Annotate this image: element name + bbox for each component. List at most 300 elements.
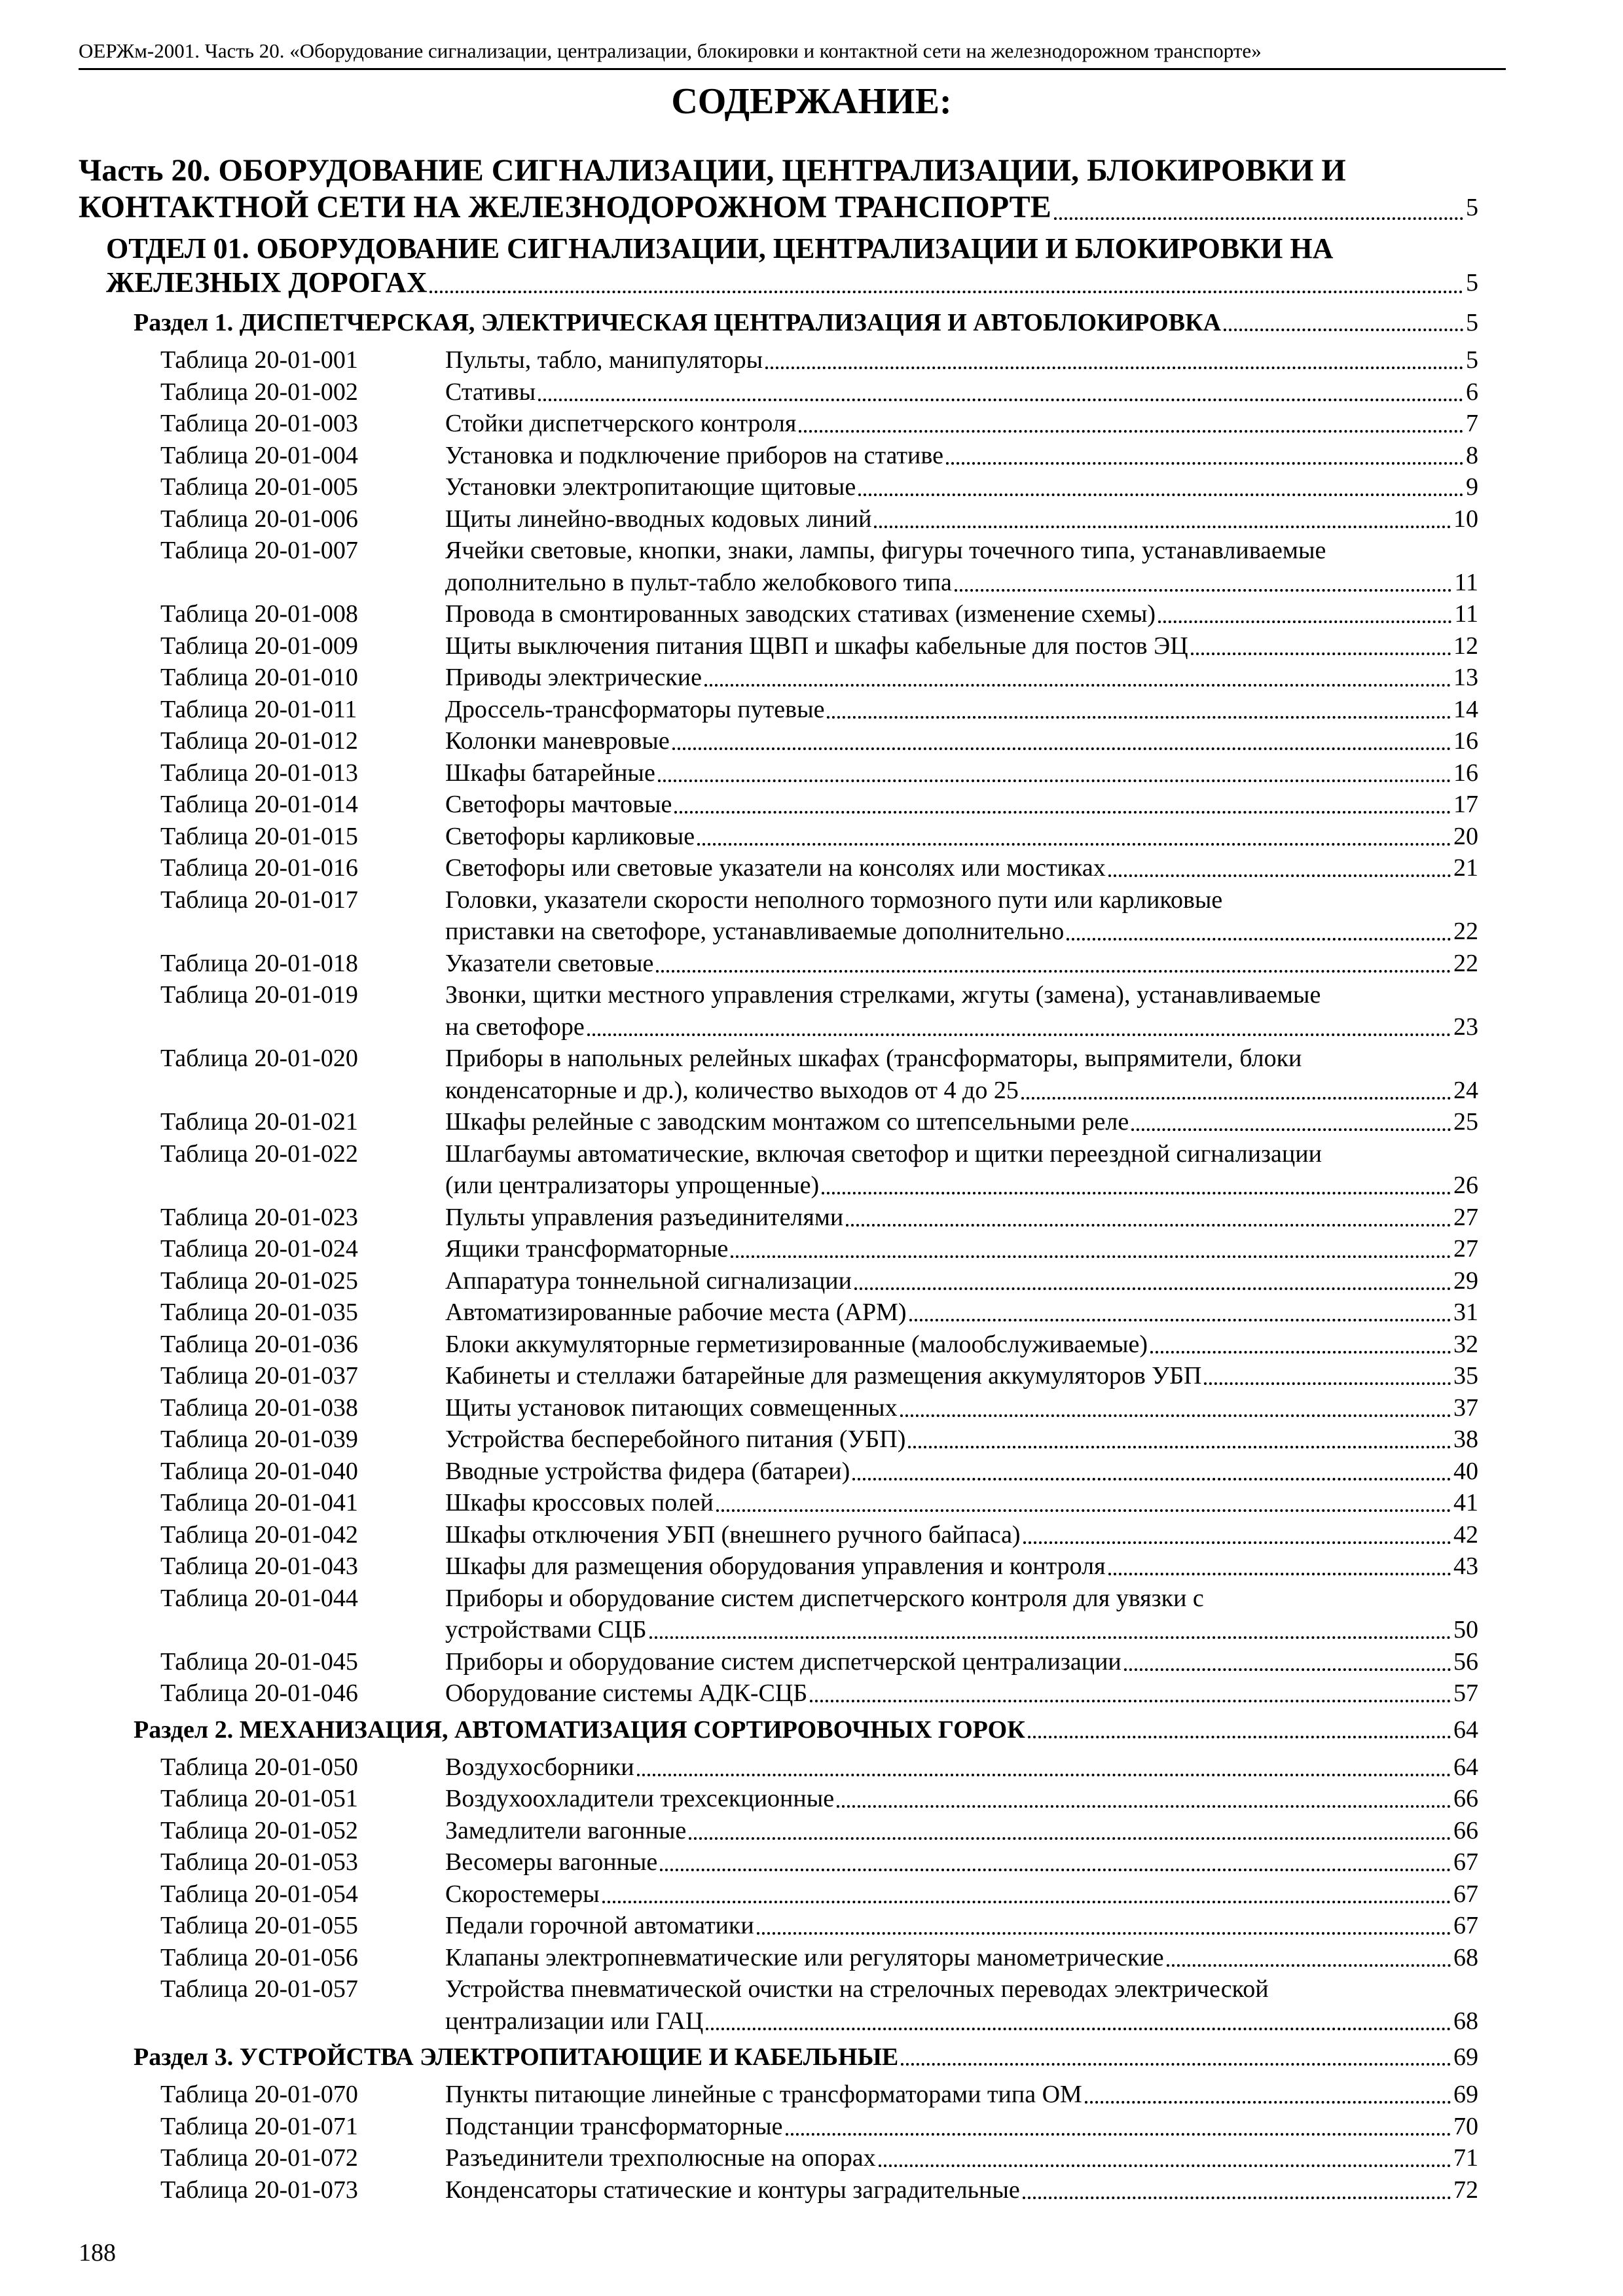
- toc-table-page: 35: [1453, 1362, 1478, 1390]
- toc-table-title-line: [445, 1677, 1478, 1709]
- dot-leader: [1167, 1964, 1451, 1967]
- toc-table-title: Ячейки световые, кнопки, знаки, лампы, фигуры точечного типа, устанавливаемые: [445, 537, 1326, 564]
- toc-part-title-line2: КОНТАКТНОЙ СЕТИ НА ЖЕЛЕЗНОДОРОЖНОМ ТРАНСПОРТЕ: [79, 190, 1051, 224]
- toc-table-number: Таблица 20-01-003: [160, 410, 358, 437]
- toc-table-number: Таблица 20-01-014: [160, 791, 358, 818]
- toc-table-entry[interactable]: [160, 630, 1478, 662]
- toc-table-entry[interactable]: [160, 1265, 1478, 1297]
- toc-table-title-line: [445, 757, 1478, 789]
- dot-leader: [689, 1837, 1451, 1840]
- toc-table-page: 31: [1453, 1299, 1478, 1326]
- toc-table-page: 68: [1453, 2007, 1478, 2035]
- toc-table-title-line: [445, 630, 1478, 662]
- toc-table-number: Таблица 20-01-070: [160, 2081, 358, 2108]
- toc-section-title: [134, 308, 1221, 338]
- toc-table-entry[interactable]: [160, 1138, 1478, 1202]
- toc-table-entry[interactable]: [160, 1043, 1478, 1106]
- toc-table-page: 64: [1453, 1753, 1478, 1781]
- toc-table-title: Установки электропитающие щитовые: [445, 473, 856, 501]
- dot-leader: [879, 2164, 1451, 2167]
- toc-table-entry[interactable]: [160, 662, 1478, 694]
- toc-table-title-line: [445, 1551, 1478, 1582]
- toc-table-number: Таблица 20-01-001: [160, 346, 358, 374]
- toc-table-page: 12: [1453, 632, 1478, 660]
- toc-table-page: 67: [1453, 1912, 1478, 1939]
- toc-table-title: Стативы: [445, 378, 536, 406]
- toc-table-title-line: [445, 1011, 1478, 1043]
- toc-table-title: Шкафы отключения УБП (внешнего ручного байпаса): [445, 1520, 1021, 1549]
- toc-table-page: 26: [1453, 1172, 1478, 1199]
- dot-leader: [874, 526, 1451, 528]
- toc-table-entry[interactable]: [160, 344, 1478, 376]
- toc-table-title: Щиты выключения питания ЩВП и шкафы кабельные для постов ЭЦ: [445, 632, 1188, 660]
- toc-table-title: Замедлители вагонные: [445, 1816, 687, 1844]
- toc-table-page: 71: [1453, 2144, 1478, 2172]
- dot-leader: [1191, 653, 1451, 655]
- toc-table-title: дополнительно в пульт-табло желобкового типа: [445, 568, 952, 596]
- toc-table-number: Таблица 20-01-013: [160, 759, 358, 787]
- toc-table-title-line: [445, 852, 1478, 884]
- toc-table-entry[interactable]: [160, 1646, 1478, 1678]
- toc-table-entry[interactable]: [160, 789, 1478, 821]
- toc-table-number: Таблица 20-01-017: [160, 886, 358, 914]
- dot-leader: [1085, 2101, 1451, 2104]
- toc-table-title-line: [445, 1973, 1478, 2005]
- toc-table-title: Конденсаторы статические и контуры заградительные: [445, 2176, 1020, 2204]
- toc-table-entry[interactable]: [160, 503, 1478, 535]
- toc-table-title-line: [445, 471, 1478, 503]
- toc-table-entry[interactable]: [160, 694, 1478, 726]
- toc-table-page: 41: [1453, 1489, 1478, 1516]
- toc-table-entry[interactable]: [160, 1677, 1478, 1710]
- toc-table-number: Таблица 20-01-007: [160, 537, 358, 564]
- page-number: 188: [79, 2239, 116, 2267]
- toc-department-page: 5: [1466, 269, 1478, 296]
- toc-table-number: Таблица 20-01-043: [160, 1552, 358, 1580]
- dot-leader: [538, 399, 1463, 401]
- toc-table-number: Таблица 20-01-054: [160, 1880, 358, 1908]
- toc-table-page: 5: [1466, 346, 1478, 374]
- toc-table-number: Таблица 20-01-002: [160, 378, 358, 406]
- toc-department-line1[interactable]: [106, 232, 1478, 266]
- toc-table-entry[interactable]: [160, 1456, 1478, 1488]
- toc-table-title-line: [445, 1487, 1478, 1518]
- toc-table-title-line: [445, 1329, 1478, 1360]
- dot-leader: [672, 747, 1451, 750]
- toc-table-title: Скоростемеры: [445, 1880, 600, 1908]
- toc-section-entry[interactable]: [134, 308, 1478, 338]
- toc-table-title-line: [445, 1910, 1478, 1941]
- toc-table-entry[interactable]: [160, 884, 1478, 948]
- dot-leader: [909, 1319, 1451, 1321]
- toc-table-title-line: [445, 916, 1478, 947]
- toc-table-title: Оборудование системы АДК-СЦБ: [445, 1679, 808, 1707]
- toc-table-title-line: [445, 1297, 1478, 1328]
- toc-table-title-line: [445, 1456, 1478, 1487]
- toc-table-entry[interactable]: [160, 1973, 1478, 2037]
- toc-table-page: 67: [1453, 1880, 1478, 1908]
- toc-table-number: Таблица 20-01-041: [160, 1489, 358, 1516]
- toc-table-title-line: [445, 1075, 1478, 1106]
- dot-leader: [674, 811, 1451, 814]
- dot-leader: [852, 1478, 1451, 1480]
- toc-table-entry[interactable]: [160, 1519, 1478, 1551]
- toc-table-page: 37: [1453, 1393, 1478, 1422]
- toc-part-line1[interactable]: [79, 152, 1478, 190]
- toc-table-page: 66: [1453, 1816, 1478, 1844]
- toc-table-page: 69: [1453, 2081, 1478, 2108]
- dot-leader: [1021, 1097, 1451, 1100]
- toc-table-title-line: [445, 1751, 1478, 1783]
- toc-table-number: Таблица 20-01-055: [160, 1912, 358, 1939]
- toc-table-number: Таблица 20-01-051: [160, 1785, 358, 1812]
- dot-leader: [1054, 217, 1463, 220]
- toc-table-title-line: [445, 1106, 1478, 1138]
- toc-table-title: централизации или ГАЦ: [445, 2007, 704, 2035]
- running-header: ОЕРЖм-2001. Часть 20. «Оборудование сигнализации, централизации, блокировки и контактной сети на железнодорожном транспорте»: [79, 38, 1506, 70]
- dot-leader: [697, 843, 1451, 846]
- toc-table-title: Светофоры карликовые: [445, 822, 695, 850]
- toc-table-title: Клапаны электропневматические или регуляторы манометрические: [445, 1943, 1164, 1971]
- toc-table-title-line: [445, 598, 1478, 630]
- toc-table-page: 6: [1466, 378, 1478, 406]
- toc-department-title-line2: ЖЕЛЕЗНЫХ ДОРОГАХ: [106, 266, 428, 298]
- toc-table-number: Таблица 20-01-044: [160, 1584, 358, 1612]
- toc-table-page: 56: [1453, 1647, 1478, 1676]
- toc-table-entry[interactable]: [160, 1329, 1478, 1361]
- dot-leader: [858, 493, 1463, 496]
- toc-table-entry[interactable]: [160, 1202, 1478, 1234]
- toc-table-number: Таблица 20-01-018: [160, 949, 358, 977]
- toc-table-title: Устройства бесперебойного питания (УБП): [445, 1426, 906, 1453]
- toc-table-title: Провода в смонтированных заводских стативах (изменение схемы): [445, 600, 1156, 628]
- toc-table-number: Таблица 20-01-019: [160, 981, 358, 1009]
- toc-table-title-line: [445, 344, 1478, 376]
- toc-table-number: Таблица 20-01-015: [160, 822, 358, 850]
- toc-table-entry[interactable]: [160, 2174, 1478, 2206]
- toc-table-entry[interactable]: [160, 2111, 1478, 2143]
- toc-table-title: Приборы и оборудование систем диспетчерского контроля для увязки с: [445, 1584, 1204, 1612]
- toc-table-title-line: [445, 535, 1478, 566]
- toc-table-number: Таблица 20-01-009: [160, 632, 358, 660]
- toc-table-entry[interactable]: [160, 1551, 1478, 1583]
- toc-table-number: Таблица 20-01-036: [160, 1330, 358, 1358]
- toc-table-number: Таблица 20-01-008: [160, 600, 358, 628]
- toc-table-page: 11: [1454, 568, 1478, 596]
- toc-table-entry[interactable]: [160, 1106, 1478, 1138]
- toc-table-number: Таблица 20-01-021: [160, 1108, 358, 1136]
- dot-leader: [757, 1932, 1451, 1935]
- toc-table-page: 11: [1454, 600, 1478, 628]
- toc-table-title-line: [445, 1202, 1478, 1233]
- toc-table-entry[interactable]: [160, 948, 1478, 980]
- toc-table-title-line: [445, 694, 1478, 725]
- toc-table-title-line: [445, 948, 1478, 979]
- toc-section-label: Раздел 1.: [134, 309, 234, 336]
- dot-leader: [822, 1192, 1451, 1194]
- toc-table-number: Таблица 20-01-004: [160, 441, 358, 469]
- toc-table-title: Щиты установок питающих совмещенных: [445, 1393, 898, 1422]
- toc-table-title: Стойки диспетчерского контроля: [445, 410, 797, 437]
- toc-table-entry[interactable]: [160, 2142, 1478, 2174]
- toc-table-page: 25: [1453, 1108, 1478, 1136]
- toc-table-entry[interactable]: [160, 1751, 1478, 1784]
- toc-table-title: Пульты управления разъединителями: [445, 1203, 844, 1231]
- toc-table-title: на светофоре: [445, 1013, 585, 1041]
- toc-table-number: Таблица 20-01-037: [160, 1362, 358, 1390]
- toc-table-number: Таблица 20-01-023: [160, 1203, 358, 1231]
- toc-table-number: Таблица 20-01-011: [160, 695, 357, 723]
- dot-leader: [955, 589, 1452, 592]
- toc-table-title-line: [445, 1583, 1478, 1614]
- dot-leader: [1224, 329, 1463, 331]
- toc-table-number: Таблица 20-01-024: [160, 1235, 358, 1263]
- toc-table-title-line: [445, 1170, 1478, 1201]
- toc-table-number: Таблица 20-01-045: [160, 1647, 358, 1676]
- toc-table-title-line: [445, 1233, 1478, 1265]
- toc-table-entry[interactable]: [160, 1878, 1478, 1910]
- toc-table-title: Аппаратура тоннельной сигнализации: [445, 1266, 852, 1295]
- toc-table-entry[interactable]: [160, 2079, 1478, 2111]
- toc-table-entry[interactable]: [160, 1424, 1478, 1456]
- toc-table-number: Таблица 20-01-010: [160, 664, 358, 691]
- toc-table-page: 32: [1453, 1330, 1478, 1358]
- toc-table-title: Педали горочной автоматики: [445, 1912, 754, 1939]
- toc-table-page: 8: [1466, 441, 1478, 469]
- toc-table-title-line: [445, 1614, 1478, 1645]
- toc-table-page: 16: [1453, 759, 1478, 787]
- toc-table-entry[interactable]: [160, 1360, 1478, 1392]
- dot-leader: [1023, 1541, 1451, 1544]
- toc-table-number: Таблица 20-01-025: [160, 1266, 358, 1295]
- dot-leader: [854, 1287, 1451, 1290]
- toc-section-name: УСТРОЙСТВА ЭЛЕКТРОПИТАЮЩИЕ И КАБЕЛЬНЫЕ: [239, 2043, 899, 2071]
- toc-table-title: Шкафы релейные с заводским монтажом со штепсельными реле: [445, 1108, 1129, 1136]
- toc-table-title: конденсаторные и др.), количество выходов от 4 до 25: [445, 1076, 1019, 1104]
- toc-table-title-line: [445, 1783, 1478, 1814]
- toc-table-number: Таблица 20-01-053: [160, 1848, 358, 1876]
- toc-table-title: Шкафы кроссовых полей: [445, 1489, 714, 1516]
- toc-table-title-line: [445, 2142, 1478, 2174]
- toc-section-entry[interactable]: [134, 1715, 1478, 1745]
- dot-leader: [846, 1224, 1451, 1227]
- toc-part-title-line1: Часть 20. ОБОРУДОВАНИЕ СИГНАЛИЗАЦИИ, ЦЕНТРАЛИЗАЦИИ, БЛОКИРОВКИ И: [79, 153, 1346, 188]
- toc-table-title: Дроссель-трансформаторы путевые: [445, 695, 825, 723]
- toc-table-number: Таблица 20-01-042: [160, 1520, 358, 1549]
- toc-table-page: 16: [1453, 727, 1478, 755]
- dot-leader: [1108, 874, 1451, 877]
- toc-table-page: 68: [1453, 1943, 1478, 1971]
- toc-table-title: Светофоры или световые указатели на консолях или мостиках: [445, 854, 1106, 882]
- toc-table-number: Таблица 20-01-038: [160, 1393, 358, 1422]
- toc-table-page: 10: [1453, 505, 1478, 533]
- toc-table-title: Весомеры вагонные: [445, 1848, 658, 1876]
- toc-table-entry[interactable]: [160, 1233, 1478, 1265]
- dot-leader: [649, 1636, 1451, 1639]
- dot-leader: [901, 2063, 1451, 2066]
- toc-table-page: 40: [1453, 1457, 1478, 1485]
- toc-table-entry[interactable]: [160, 1846, 1478, 1878]
- toc-table-title-line: [445, 1043, 1478, 1074]
- dot-leader: [637, 1774, 1451, 1776]
- toc-table-number: Таблица 20-01-006: [160, 505, 358, 533]
- toc-section-entry[interactable]: [134, 2042, 1478, 2072]
- toc-table-title-line: [445, 1265, 1478, 1297]
- dot-leader: [810, 1700, 1451, 1702]
- toc-section-name: МЕХАНИЗАЦИЯ, АВТОМАТИЗАЦИЯ СОРТИРОВОЧНЫХ ГОРОК: [239, 1715, 1025, 1744]
- toc-part-page: 5: [1466, 194, 1478, 221]
- dot-leader: [765, 367, 1463, 369]
- toc-table-number: Таблица 20-01-012: [160, 727, 358, 755]
- toc-table-title: Ящики трансформаторные: [445, 1235, 729, 1263]
- toc-table-number: Таблица 20-01-050: [160, 1753, 358, 1781]
- toc-table-number: Таблица 20-01-046: [160, 1679, 358, 1707]
- toc-table-title: Колонки маневровые: [445, 727, 670, 755]
- toc-table-title-line: [445, 1138, 1478, 1170]
- dot-leader: [827, 716, 1451, 719]
- dot-leader: [1023, 2197, 1451, 2199]
- toc-table-entry[interactable]: [160, 440, 1478, 472]
- toc-section-page: 64: [1453, 1715, 1478, 1744]
- toc-table-page: 38: [1453, 1426, 1478, 1453]
- dot-leader: [837, 1805, 1451, 1808]
- toc-table-title-line: [445, 884, 1478, 916]
- toc-table-entry[interactable]: [160, 1297, 1478, 1329]
- toc-table-entry[interactable]: [160, 725, 1478, 757]
- toc-table-page: 21: [1453, 854, 1478, 882]
- toc-table-title: Блоки аккумуляторные герметизированные (малообслуживаемые): [445, 1330, 1148, 1358]
- toc-table-title-line: [445, 1942, 1478, 1973]
- toc-table-title: Автоматизированные рабочие места (АРМ): [445, 1299, 907, 1326]
- toc-table-entry[interactable]: [160, 1583, 1478, 1646]
- dot-leader: [786, 2133, 1451, 2136]
- toc-table-title-line: [445, 789, 1478, 820]
- toc-section-label: Раздел 3.: [134, 2043, 234, 2071]
- toc-table-entry[interactable]: [160, 1392, 1478, 1424]
- toc-section-name: ДИСПЕТЧЕРСКАЯ, ЭЛЕКТРИЧЕСКАЯ ЦЕНТРАЛИЗАЦИЯ И АВТОБЛОКИРОВКА: [239, 309, 1222, 336]
- toc-table-title-line: [445, 662, 1478, 693]
- toc-table-title: Приводы электрические: [445, 664, 702, 691]
- toc-table-number: Таблица 20-01-056: [160, 1943, 358, 1971]
- toc-table-title-line: [445, 1360, 1478, 1391]
- toc-table-title: Вводные устройства фидера (батареи): [445, 1457, 850, 1485]
- toc-table-entry[interactable]: [160, 1815, 1478, 1847]
- dot-leader: [587, 1033, 1451, 1036]
- toc-table-entry[interactable]: [160, 376, 1478, 408]
- toc-table-page: 29: [1453, 1266, 1478, 1295]
- toc-table-title-line: [445, 1424, 1478, 1455]
- toc-table-title-line: [445, 440, 1478, 471]
- toc-table-page: 66: [1453, 1785, 1478, 1812]
- toc-table-entry[interactable]: [160, 471, 1478, 503]
- toc-table-page: 13: [1453, 664, 1478, 691]
- toc-table-entry[interactable]: [160, 408, 1478, 440]
- dot-leader: [716, 1509, 1451, 1512]
- dot-leader: [704, 684, 1451, 687]
- toc-table-entry[interactable]: [160, 821, 1478, 853]
- toc-table-page: 24: [1453, 1076, 1478, 1104]
- toc-table-entry[interactable]: [160, 1783, 1478, 1815]
- dot-leader: [1158, 620, 1451, 623]
- dot-leader: [731, 1255, 1451, 1258]
- dot-leader: [658, 780, 1451, 782]
- toc-table-page: 43: [1453, 1552, 1478, 1580]
- toc-table-title: Пульты, табло, манипуляторы: [445, 346, 763, 374]
- toc-table-number: Таблица 20-01-072: [160, 2144, 358, 2172]
- toc-table-entry[interactable]: [160, 757, 1478, 789]
- dot-leader: [908, 1446, 1451, 1448]
- toc-table-entry[interactable]: [160, 535, 1478, 598]
- toc-table-title: Установка и подключение приборов на стативе: [445, 441, 943, 469]
- toc-table-page: 50: [1453, 1616, 1478, 1643]
- toc-table-number: Таблица 20-01-040: [160, 1457, 358, 1485]
- toc-table-title-line: [445, 2079, 1478, 2110]
- toc-table-title: Воздухосборники: [445, 1753, 634, 1781]
- toc-section-title: [134, 2042, 898, 2072]
- toc-table-entry[interactable]: [160, 1910, 1478, 1942]
- toc-section-page: 69: [1453, 2043, 1478, 2071]
- toc-table-number: Таблица 20-01-022: [160, 1139, 358, 1168]
- toc-table-page: 42: [1453, 1520, 1478, 1549]
- toc-table-title-line: [445, 725, 1478, 757]
- toc-table-title-line: [445, 503, 1478, 535]
- toc-section-title: [134, 1715, 1025, 1745]
- toc-table-title: Кабинеты и стеллажи батарейные для размещения аккумуляторов УБП: [445, 1362, 1202, 1390]
- toc-table-entry[interactable]: [160, 1487, 1478, 1519]
- toc-table-page: 72: [1453, 2176, 1478, 2204]
- toc-table-title-line: [445, 408, 1478, 439]
- toc-table-page: 7: [1466, 410, 1478, 437]
- toc-department-entry[interactable]: [106, 266, 1478, 300]
- toc-table-page: 22: [1453, 918, 1478, 945]
- toc-table-title-line: [445, 376, 1478, 408]
- toc-table-title: Шкафы для размещения оборудования управления и контроля: [445, 1552, 1106, 1580]
- toc-table-title: Пункты питающие линейные с трансформаторами типа ОМ: [445, 2081, 1082, 2108]
- toc-table-page: 67: [1453, 1848, 1478, 1876]
- toc-table-title-line: [445, 1646, 1478, 1677]
- dot-leader: [656, 970, 1451, 973]
- dot-leader: [1108, 1573, 1451, 1575]
- toc-table-title: Разъединители трехполюсные на опорах: [445, 2144, 876, 2172]
- toc-table-title-line: [445, 2111, 1478, 2142]
- toc-table-title: Устройства пневматической очистки на стрелочных переводах электрической: [445, 1975, 1269, 2003]
- toc-section-page: 5: [1466, 309, 1478, 336]
- toc-table-title: Головки, указатели скорости неполного тормозного пути или карликовые: [445, 886, 1223, 914]
- toc-table-title: (или централизаторы упрощенные): [445, 1172, 820, 1199]
- toc-table-number: Таблица 20-01-057: [160, 1975, 358, 2003]
- toc-table-number: Таблица 20-01-035: [160, 1299, 358, 1326]
- toc-part-entry[interactable]: [79, 188, 1478, 226]
- toc-table-title: Светофоры мачтовые: [445, 791, 672, 818]
- toc-table-number: Таблица 20-01-052: [160, 1816, 358, 1844]
- dot-leader: [1131, 1128, 1451, 1131]
- toc-table-entry[interactable]: [160, 979, 1478, 1043]
- dot-leader: [1028, 1736, 1451, 1738]
- toc-table-entry[interactable]: [160, 1942, 1478, 1974]
- toc-table-entry[interactable]: [160, 852, 1478, 884]
- toc-table-title: Щиты линейно-вводных кодовых линий: [445, 505, 872, 533]
- toc-table-title: Указатели световые: [445, 949, 654, 977]
- dot-leader: [1204, 1382, 1451, 1385]
- toc-table-title: Шлагбаумы автоматические, включая светофор и щитки переездной сигнализации: [445, 1139, 1322, 1168]
- toc-table-title-line: [445, 567, 1478, 598]
- toc-table-page: 22: [1453, 949, 1478, 977]
- toc-table-number: Таблица 20-01-005: [160, 473, 358, 501]
- dot-leader: [429, 291, 1463, 293]
- toc-table-title: Шкафы батарейные: [445, 759, 655, 787]
- toc-table-entry[interactable]: [160, 598, 1478, 630]
- toc-table-page: 70: [1453, 2112, 1478, 2140]
